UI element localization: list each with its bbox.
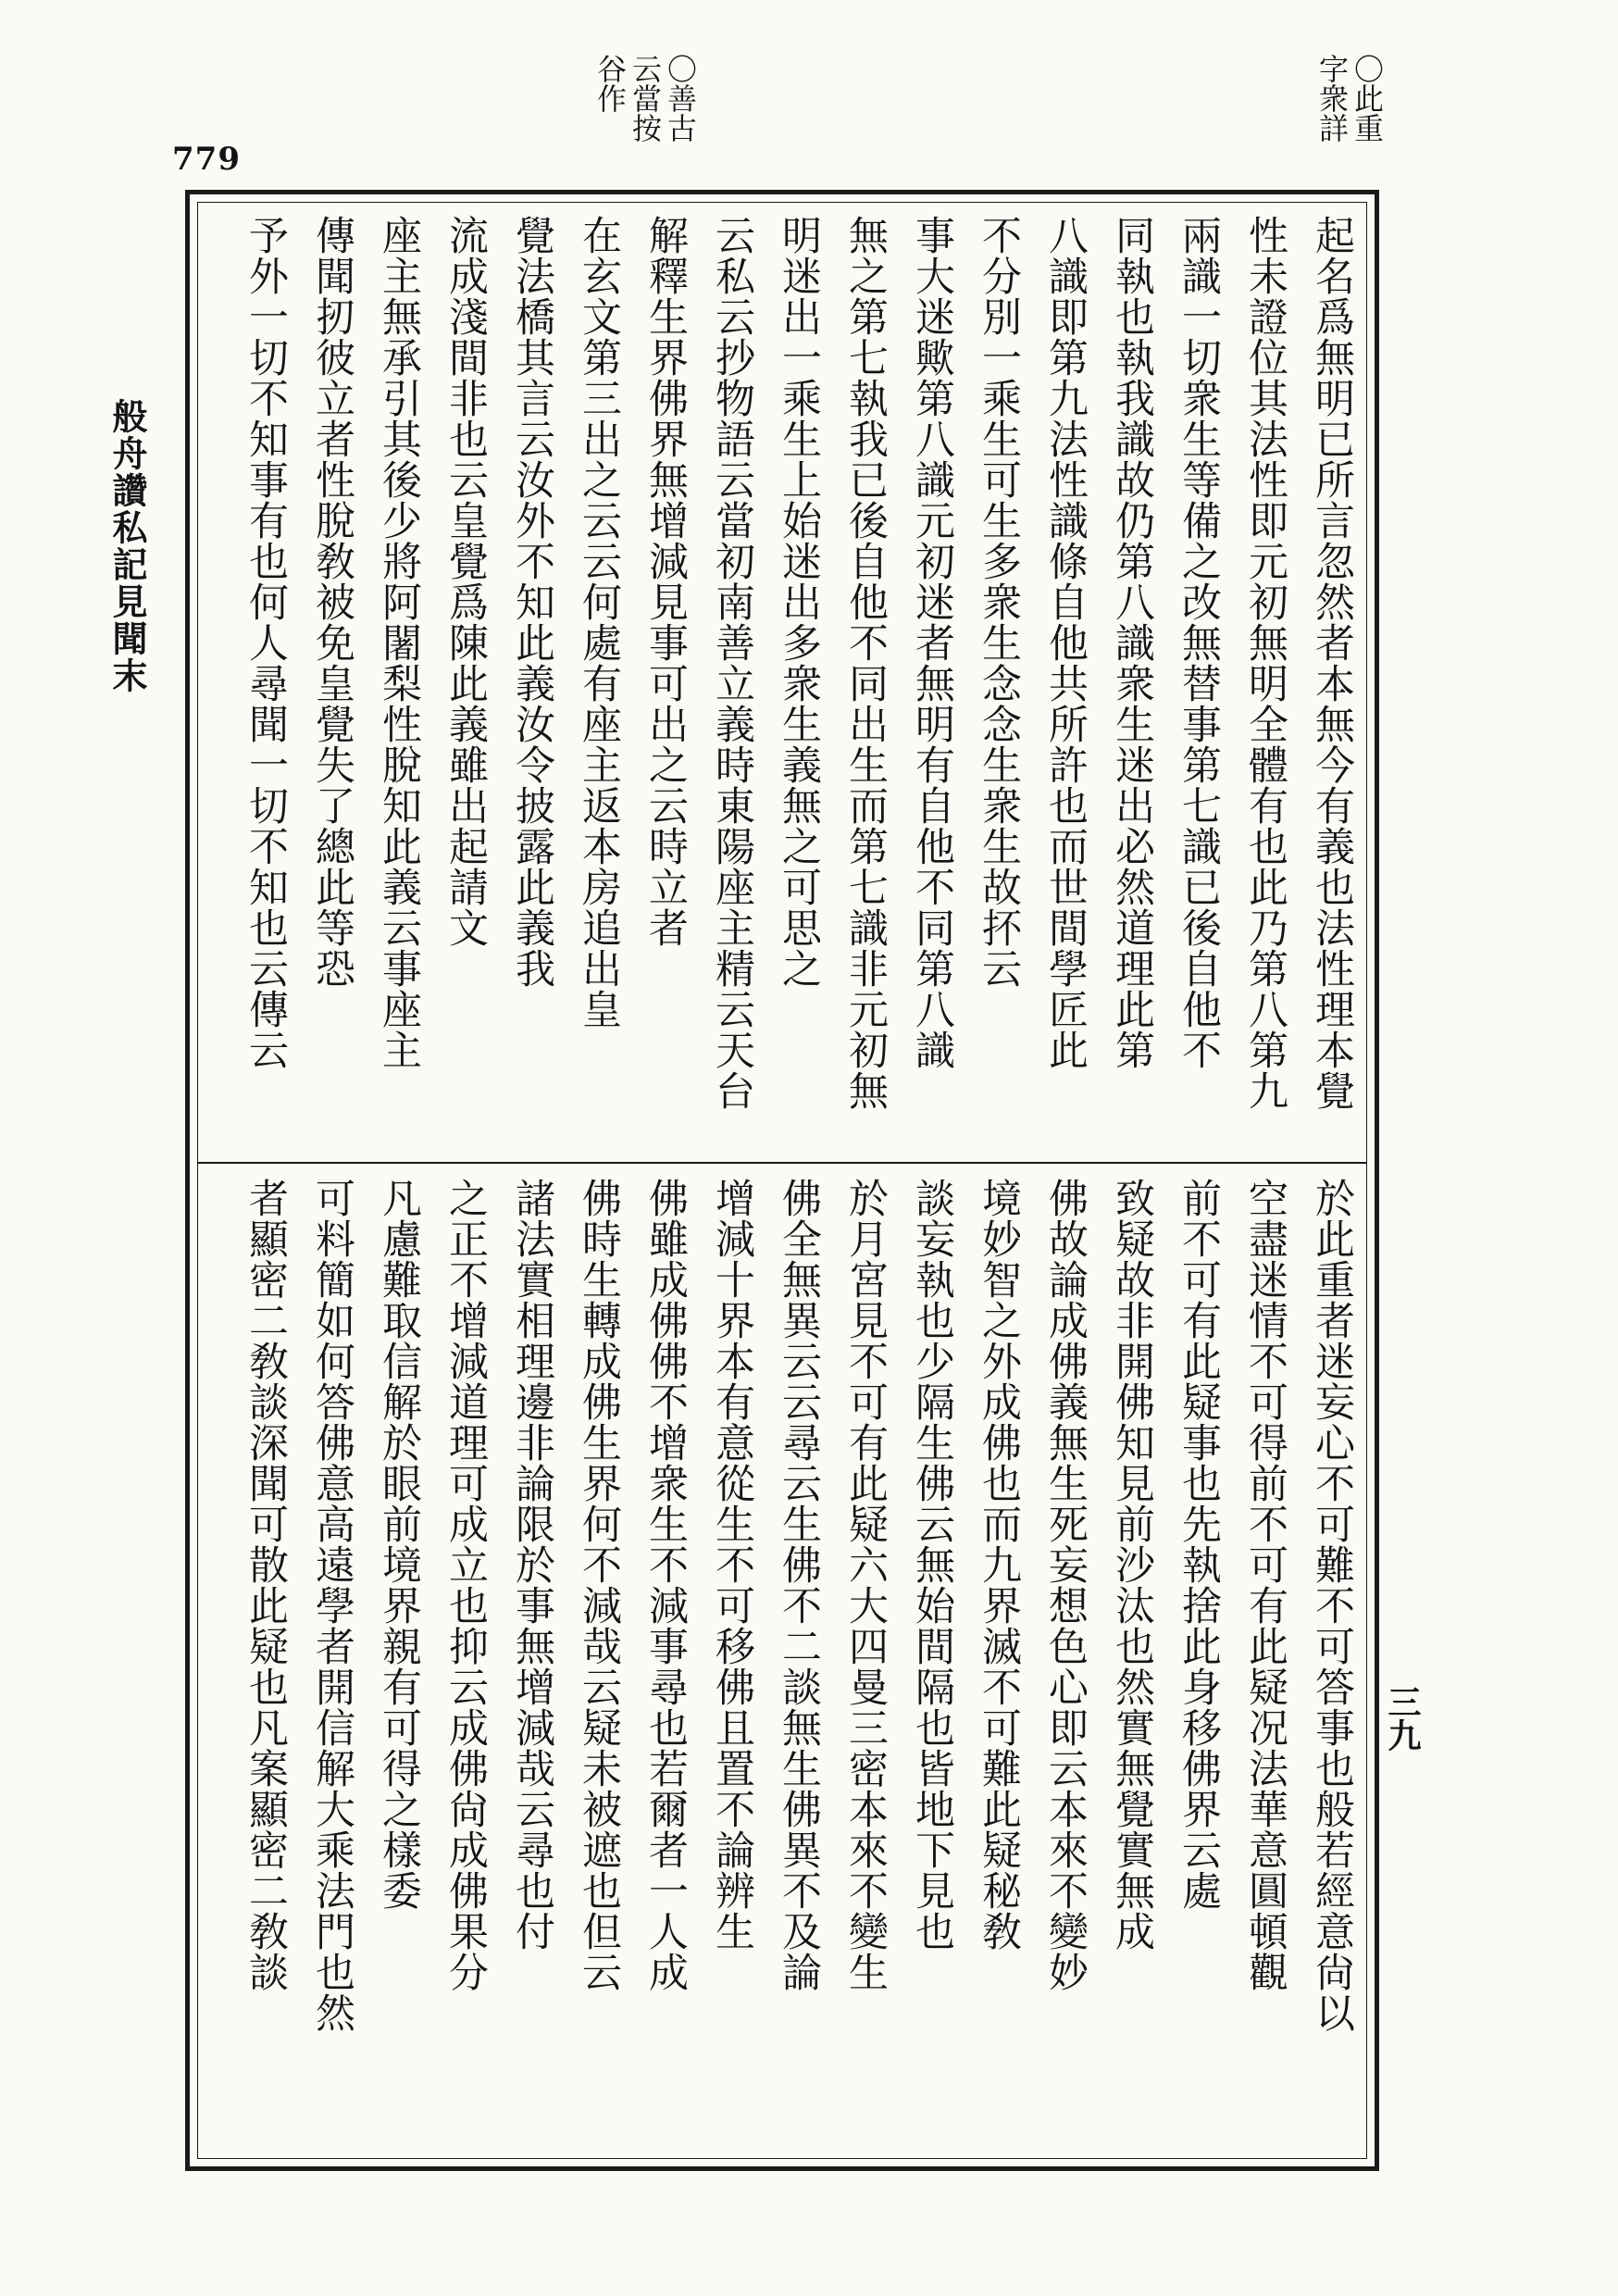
text-column: 座主無承引其後少將阿闍梨性脫知此義云事座主 bbox=[376, 215, 422, 1070]
text-column: 於月宮見不可有此疑六大四曼三密本來不變生 bbox=[842, 1178, 889, 1992]
text-column: 無之第七執我已後自他不同出生而第七識非元初無 bbox=[842, 215, 889, 1111]
margin-note-right bbox=[1296, 54, 1398, 193]
text-column: 明迷出一乘生上始迷出多衆生義無之可思之 bbox=[776, 215, 822, 989]
text-column: 傳聞扨彼立者性脫敎被免皇覺失了總此等恐 bbox=[309, 215, 355, 989]
margin-note-line: 〇善古 bbox=[663, 54, 698, 143]
text-column: 諸法實相理邊非論限於事無增減哉云尋也付 bbox=[509, 1178, 555, 1952]
text-column: 佛故論成佛義無生死妄想色心即云本來不變妙 bbox=[1042, 1178, 1089, 1992]
leaf-number: 三九 bbox=[1383, 1685, 1422, 1752]
margin-note-line: 谷作 bbox=[592, 54, 628, 113]
text-column: 於此重者迷妄心不可難不可答事也般若經意尙以 bbox=[1309, 1178, 1355, 2033]
margin-note-line: 〇此重 bbox=[1350, 54, 1385, 143]
text-column: 予外一切不知事有也何人尋聞一切不知也云傳云 bbox=[243, 215, 289, 1070]
text-column: 談妄執也少隔生佛云無始間隔也皆地下見也 bbox=[909, 1178, 955, 1952]
margin-note-center bbox=[572, 54, 711, 206]
text-column: 事大迷歟第八識元初迷者無明有自他不同第八識 bbox=[909, 215, 955, 1070]
text-column: 同執也執我識故仍第八識衆生迷出必然道理此第 bbox=[1109, 215, 1155, 1070]
text-column: 性未證位其法性即元初無明全體有也此乃第八第九 bbox=[1242, 215, 1288, 1111]
text-column: 在玄文第三出之云云何處有座主返本房追出皇 bbox=[576, 215, 622, 1029]
text-column: 解釋生界佛界無增減見事可出之云時立者 bbox=[642, 215, 689, 948]
text-column: 可料簡如何答佛意高遠學者開信解大乘法門也然 bbox=[309, 1178, 355, 2033]
text-column: 致疑故非開佛知見前沙汰也然實無覺實無成 bbox=[1109, 1178, 1155, 1952]
upper-text-block bbox=[208, 215, 1356, 1150]
text-frame bbox=[185, 190, 1379, 2171]
text-column: 佛時生轉成佛生界何不減哉云疑未被遮也但云 bbox=[576, 1178, 622, 1992]
text-column: 云私云抄物語云當初南善立義時東陽座主精云天台 bbox=[709, 215, 755, 1111]
page-number: 779 bbox=[172, 141, 241, 178]
text-column: 覺法橋其言云汝外不知此義汝令披露此義我 bbox=[509, 215, 555, 989]
lower-text-block bbox=[208, 1178, 1356, 2145]
text-column: 起名爲無明已所言忽然者本無今有義也法性理本覺 bbox=[1309, 215, 1355, 1111]
text-column: 之正不增減道理可成立也抑云成佛尙成佛果分 bbox=[442, 1178, 489, 1992]
margin-note-line: 云當按 bbox=[628, 54, 663, 143]
text-column: 者顯密二敎談深聞可散此疑也凡案顯密二敎談 bbox=[243, 1178, 289, 1992]
side-title: 般舟讚私記見聞末 bbox=[106, 398, 148, 694]
block-divider bbox=[197, 1162, 1367, 1164]
text-column: 增減十界本有意從生不可移佛且置不論辨生 bbox=[709, 1178, 755, 1952]
text-column: 前不可有此疑事也先執捨此身移佛界云處 bbox=[1176, 1178, 1222, 1911]
text-column: 佛雖成佛佛不增衆生不減事尋也若爾者一人成 bbox=[642, 1178, 689, 1992]
text-column: 凡慮難取信解於眼前境界親有可得之樣委 bbox=[376, 1178, 422, 1911]
text-column: 八識即第九法性識條自他共所許也而世間學匠此 bbox=[1042, 215, 1089, 1070]
text-column: 兩識一切衆生等備之改無替事第七識已後自他不 bbox=[1176, 215, 1222, 1070]
text-column: 空盡迷情不可得前不可有此疑况法華意圓頓觀 bbox=[1242, 1178, 1288, 1992]
margin-note-line: 字衆詳 bbox=[1314, 54, 1350, 143]
text-column: 流成淺間非也云皇覺爲陳此義雖出起請文 bbox=[442, 215, 489, 948]
text-column: 佛全無異云云尋云生佛不二談無生佛異不及論 bbox=[776, 1178, 822, 1992]
text-column: 不分別一乘生可生多衆生念念生衆生故抔云 bbox=[976, 215, 1022, 989]
text-column: 境妙智之外成佛也而九界滅不可難此疑秘敎 bbox=[976, 1178, 1022, 1952]
